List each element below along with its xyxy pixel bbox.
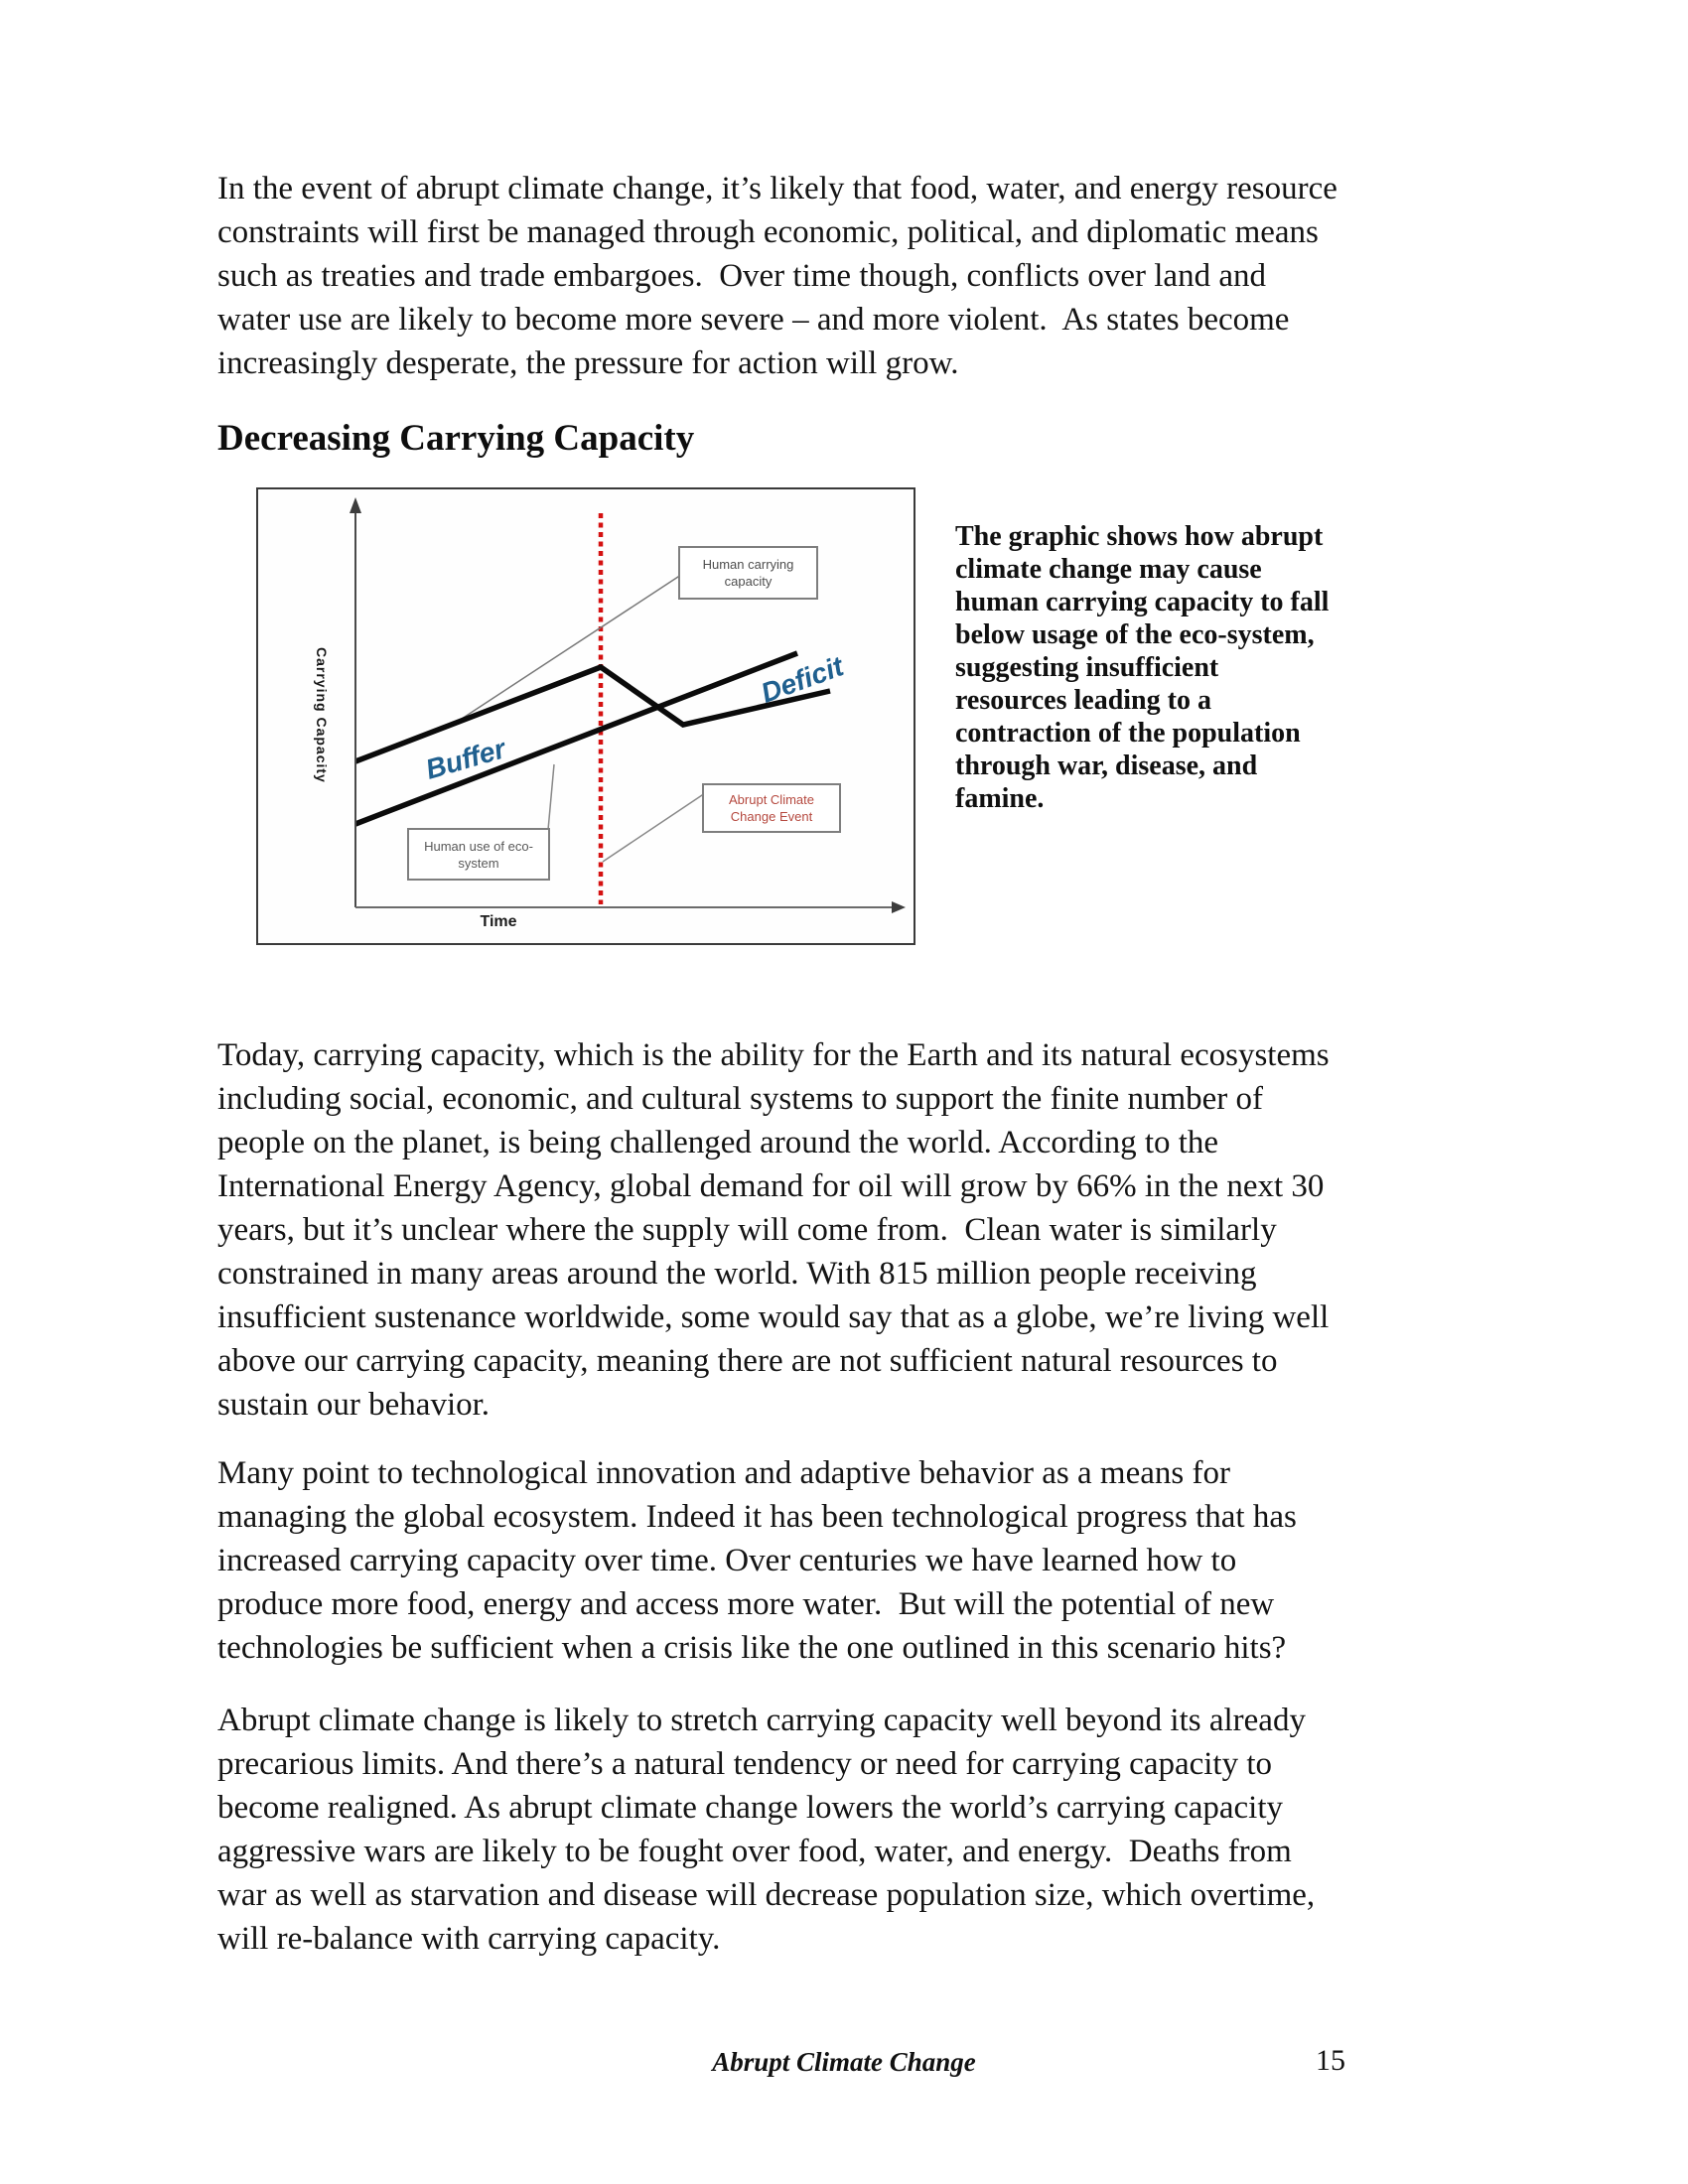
text-line: In the event of abrupt climate change, it’s likely that food, water, and energy resource bbox=[217, 171, 1337, 206]
text-line: Human use of eco- bbox=[424, 838, 533, 854]
buffer-label: Buffer bbox=[422, 733, 509, 785]
text-line: sustain our behavior. bbox=[217, 1387, 491, 1423]
text-line: contraction of the population bbox=[955, 718, 1301, 749]
text-line: human carrying capacity to fall bbox=[955, 587, 1330, 617]
carrying-capacity-diagram bbox=[256, 487, 915, 945]
text-line: war as well as starvation and disease will decrease population size, which overtime, bbox=[217, 1877, 1316, 1913]
paragraph-technology bbox=[217, 1451, 1297, 1670]
human-carrying-capacity-box bbox=[678, 546, 818, 600]
text-line: Abrupt Climate bbox=[729, 792, 814, 807]
section-heading: Decreasing Carrying Capacity bbox=[217, 418, 695, 459]
text-line: become realigned. As abrupt climate change lowers the world’s carrying capacity bbox=[217, 1790, 1283, 1826]
paragraph-carrying-capacity-today bbox=[217, 1033, 1330, 1427]
paragraph-realignment bbox=[217, 1699, 1315, 1961]
text-line: resources leading to a bbox=[955, 685, 1211, 716]
figure-caption bbox=[955, 520, 1372, 815]
text-line: Change Event bbox=[730, 809, 813, 824]
text-line: Many point to technological innovation and adaptive behavior as a means for bbox=[217, 1455, 1230, 1491]
text-line: Abrupt climate change is likely to stretch carrying capacity well beyond its already bbox=[217, 1703, 1306, 1738]
deficit-label: Deficit bbox=[757, 650, 848, 709]
text-line: people on the planet, is being challenged around the world. According to the bbox=[217, 1125, 1219, 1160]
footer-page-number: 15 bbox=[1316, 2044, 1345, 2077]
text-line: such as treaties and trade embargoes. Over time though, conflicts over land and bbox=[217, 258, 1266, 294]
text-line: precarious limits. And there’s a natural tendency or need for carrying capacity to bbox=[217, 1746, 1273, 1782]
text-line: technologies be sufficient when a crisis like the one outlined in this scenario hits? bbox=[217, 1630, 1287, 1666]
text-line: Human carrying bbox=[702, 557, 794, 572]
text-line: years, but it’s unclear where the supply will come from. Clean water is similarly bbox=[217, 1212, 1277, 1248]
text-line: insufficient sustenance worldwide, some would say that as a globe, we’re living well bbox=[217, 1299, 1330, 1335]
text-line: including social, economic, and cultural systems to support the finite number of bbox=[217, 1081, 1264, 1117]
footer-document-title: Abrupt Climate Change bbox=[712, 2047, 976, 2077]
text-line: aggressive wars are likely to be fought over food, water, and energy. Deaths from bbox=[217, 1834, 1292, 1869]
paragraph-intro bbox=[217, 167, 1337, 385]
y-axis-label: Carrying Capacity bbox=[314, 647, 330, 783]
text-line: produce more food, energy and access more water. But will the potential of new bbox=[217, 1586, 1275, 1622]
y-axis-arrow-icon bbox=[350, 497, 361, 513]
text-line: increasingly desperate, the pressure for action will grow. bbox=[217, 345, 959, 381]
text-line: climate change may cause bbox=[955, 554, 1262, 585]
text-line: water use are likely to become more severe – and more violent. As states become bbox=[217, 302, 1290, 338]
text-line: system bbox=[458, 855, 499, 871]
text-line: constrained in many areas around the world. With 815 million people receiving bbox=[217, 1256, 1257, 1292]
text-line: capacity bbox=[724, 574, 773, 589]
abrupt-event-leader-line bbox=[603, 789, 711, 862]
x-axis-label: Time bbox=[480, 913, 517, 930]
text-line: International Energy Agency, global demand for oil will grow by 66% in the next 30 bbox=[217, 1168, 1325, 1204]
text-line: suggesting insufficient bbox=[955, 652, 1219, 683]
x-axis-arrow-icon bbox=[892, 901, 906, 913]
abrupt-climate-change-event-box bbox=[702, 783, 841, 833]
text-line: will re-balance with carrying capacity. bbox=[217, 1921, 721, 1957]
text-line: The graphic shows how abrupt bbox=[955, 521, 1324, 552]
text-line: increased carrying capacity over time. Over centuries we have learned how to bbox=[217, 1543, 1237, 1578]
text-line: famine. bbox=[955, 783, 1045, 814]
text-line: constraints will first be managed through economic, political, and diplomatic means bbox=[217, 214, 1319, 250]
text-line: below usage of the eco-system, bbox=[955, 619, 1315, 650]
text-line: through war, disease, and bbox=[955, 751, 1258, 781]
text-line: Today, carrying capacity, which is the ability for the Earth and its natural ecosystems bbox=[217, 1037, 1330, 1073]
text-line: above our carrying capacity, meaning there are not sufficient natural resources to bbox=[217, 1343, 1278, 1379]
text-line: managing the global ecosystem. Indeed it has been technological progress that has bbox=[217, 1499, 1297, 1535]
human-use-of-ecosystem-box bbox=[407, 828, 550, 881]
